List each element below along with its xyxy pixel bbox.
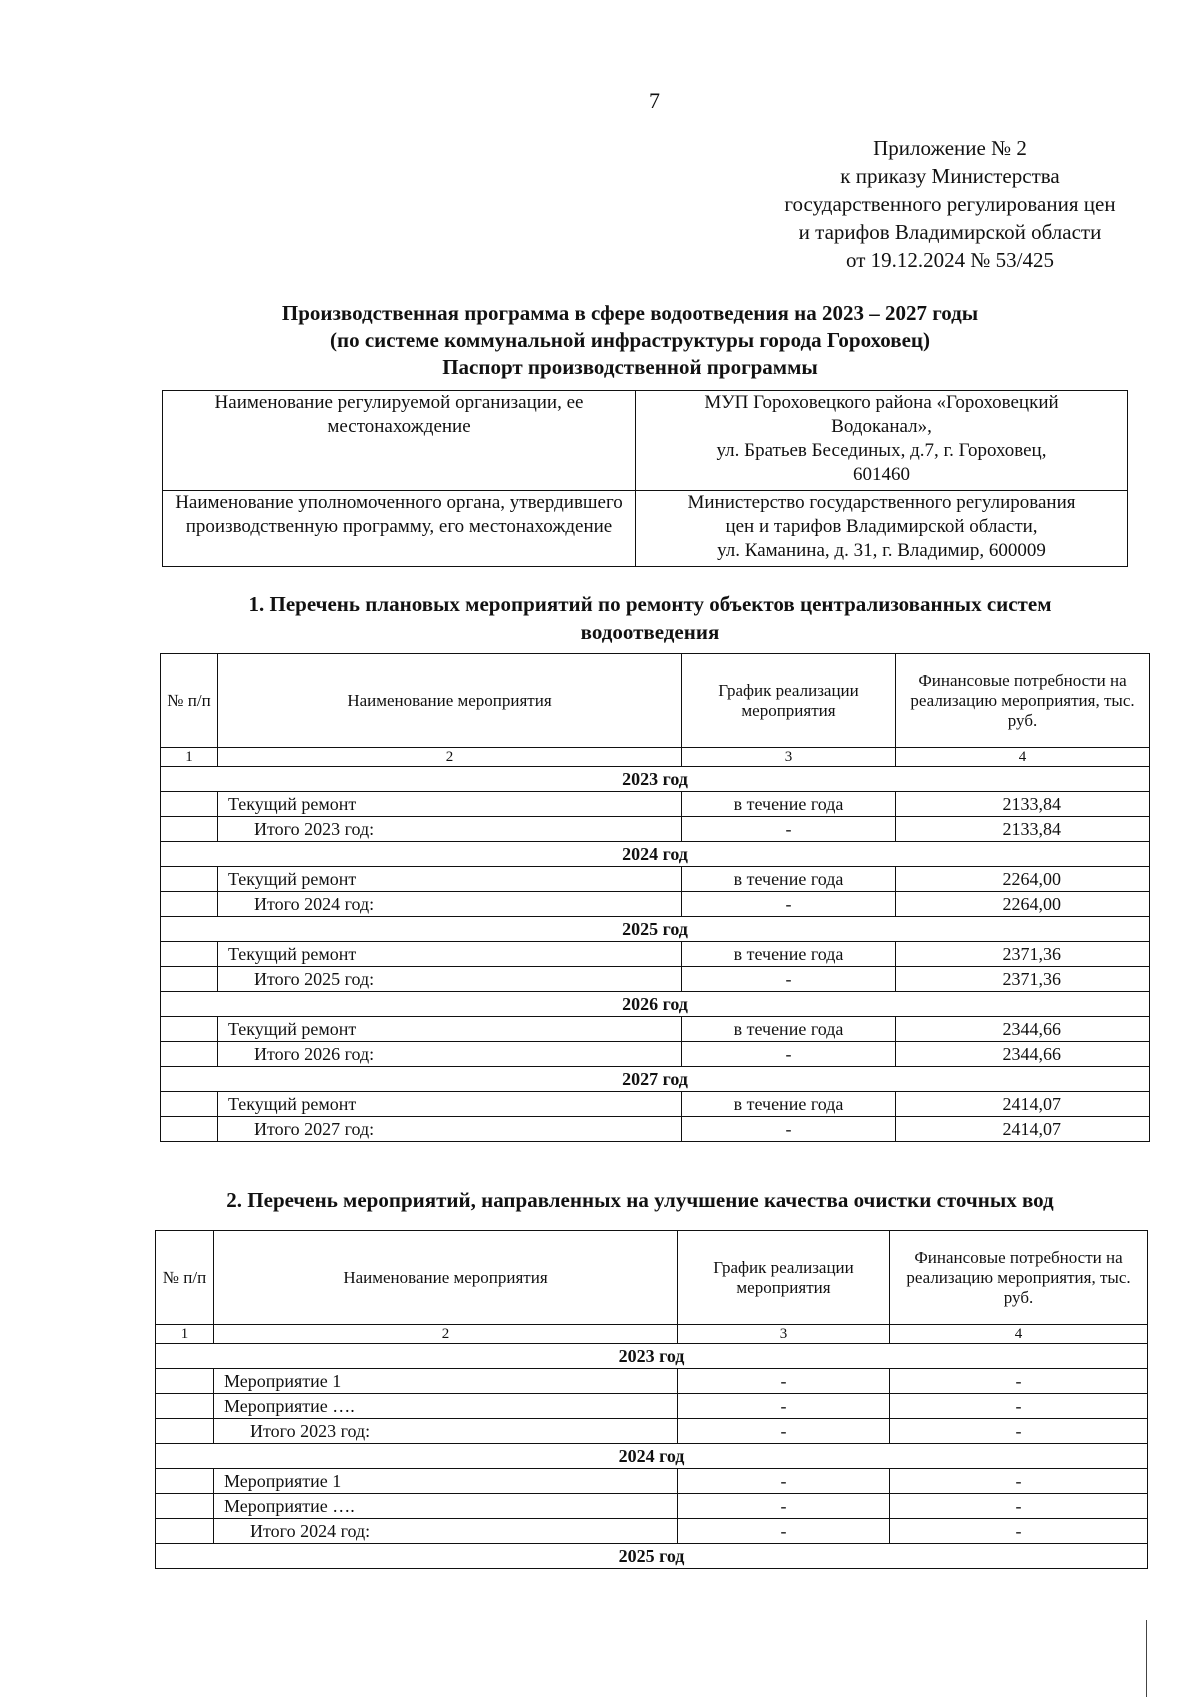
header-schedule: График реализации мероприятия	[678, 1231, 890, 1325]
appendix-header	[740, 134, 1160, 274]
treatment-quality-table	[155, 1230, 1148, 1569]
row-value: -	[890, 1419, 1148, 1444]
row-value: 2344,66	[896, 1042, 1150, 1067]
row-value: 2344,66	[896, 1017, 1150, 1042]
total-row	[161, 817, 1150, 842]
year-label: 2026 год	[161, 992, 1150, 1017]
row-schedule: -	[678, 1494, 890, 1519]
row-name: Мероприятие 1	[214, 1369, 678, 1394]
table-header-row	[156, 1231, 1148, 1325]
row-schedule: -	[678, 1394, 890, 1419]
passport-value-line: цен и тарифов Владимирской области,	[725, 516, 1038, 537]
row-name: Текущий ремонт	[218, 942, 682, 967]
passport-row	[163, 491, 1128, 567]
row-no	[156, 1369, 214, 1394]
appendix-line: от 19.12.2024 № 53/425	[845, 248, 1055, 272]
row-value: 2133,84	[896, 792, 1150, 817]
row-name: Мероприятие ….	[214, 1494, 678, 1519]
row-schedule: в течение года	[682, 942, 896, 967]
year-label: 2025 год	[161, 917, 1150, 942]
row-value: 2264,00	[896, 867, 1150, 892]
year-label: 2024 год	[156, 1444, 1148, 1469]
total-row	[161, 1117, 1150, 1142]
appendix-line: и тарифов Владимирской области	[798, 220, 1102, 244]
passport-title: Паспорт производственной программы	[442, 355, 818, 379]
title-line: Производственная программа в сфере водоотведения на 2023 – 2027 годы	[281, 301, 979, 325]
year-row	[156, 1544, 1148, 1569]
row-value: -	[890, 1469, 1148, 1494]
row-schedule: -	[678, 1469, 890, 1494]
row-no	[161, 1042, 218, 1067]
row-value: 2133,84	[896, 817, 1150, 842]
column-number: 1	[161, 748, 218, 767]
row-name: Итого 2023 год:	[218, 817, 682, 842]
appendix-line: государственного регулирования цен	[784, 192, 1116, 216]
header-name: Наименование мероприятия	[218, 654, 682, 748]
passport-row	[163, 391, 1128, 491]
row-no	[161, 867, 218, 892]
row-value: -	[890, 1494, 1148, 1519]
header-no: № п/п	[161, 654, 218, 748]
row-no	[156, 1419, 214, 1444]
table-row	[156, 1394, 1148, 1419]
passport-value-line: Министерство государственного регулирования	[687, 492, 1076, 513]
appendix-line: Приложение № 2	[873, 136, 1027, 160]
passport-value	[636, 391, 1128, 491]
row-value: 2414,07	[896, 1117, 1150, 1142]
row-schedule: -	[682, 1117, 896, 1142]
row-schedule: -	[682, 1042, 896, 1067]
passport-label: Наименование уполномоченного органа, утвердившего производственную программу, его местонахождение	[163, 491, 636, 567]
row-no	[161, 942, 218, 967]
row-no	[161, 967, 218, 992]
passport-value-line: МУП Гороховецкого района «Гороховецкий	[704, 392, 1059, 413]
passport-table	[162, 390, 1128, 567]
table-row	[161, 1017, 1150, 1042]
row-no	[161, 1092, 218, 1117]
row-name: Текущий ремонт	[218, 1017, 682, 1042]
year-label: 2025 год	[156, 1544, 1148, 1569]
year-row	[156, 1344, 1148, 1369]
column-number: 4	[890, 1325, 1148, 1344]
row-no	[156, 1494, 214, 1519]
page-edge-line	[1146, 1620, 1147, 1697]
year-label: 2023 год	[156, 1344, 1148, 1369]
passport-value-line: 601460	[853, 464, 910, 485]
row-no	[161, 1017, 218, 1042]
appendix-line: к приказу Министерства	[840, 164, 1060, 188]
row-no	[156, 1394, 214, 1419]
row-schedule: -	[678, 1369, 890, 1394]
total-row	[161, 892, 1150, 917]
table-row	[161, 867, 1150, 892]
year-row	[161, 767, 1150, 792]
row-schedule: -	[682, 892, 896, 917]
row-name: Мероприятие 1	[214, 1469, 678, 1494]
year-row	[161, 917, 1150, 942]
row-name: Итого 2025 год:	[218, 967, 682, 992]
row-value: 2371,36	[896, 967, 1150, 992]
table-row	[156, 1494, 1148, 1519]
header-finance: Финансовые потребности на реализацию мероприятия, тыс. руб.	[890, 1231, 1148, 1325]
row-name: Итого 2023 год:	[214, 1419, 678, 1444]
year-label: 2023 год	[161, 767, 1150, 792]
row-no	[161, 1117, 218, 1142]
table-row	[161, 942, 1150, 967]
row-schedule: -	[682, 967, 896, 992]
row-schedule: в течение года	[682, 792, 896, 817]
section-1-title: 1. Перечень плановых мероприятий по ремонту объектов централизованных систем водоотведения	[248, 592, 1052, 644]
passport-value	[636, 491, 1128, 567]
passport-value-line: ул. Братьев Бесединых, д.7, г. Гороховец,	[716, 440, 1047, 461]
year-label: 2024 год	[161, 842, 1150, 867]
row-name: Текущий ремонт	[218, 867, 682, 892]
row-value: 2371,36	[896, 942, 1150, 967]
table-row	[161, 1092, 1150, 1117]
column-number: 2	[218, 748, 682, 767]
column-number: 3	[678, 1325, 890, 1344]
row-name: Текущий ремонт	[218, 1092, 682, 1117]
row-value: 2414,07	[896, 1092, 1150, 1117]
section-2-title: 2. Перечень мероприятий, направленных на улучшение качества очистки сточных вод	[226, 1188, 1054, 1212]
title-line: (по системе коммунальной инфраструктуры города Гороховец)	[330, 328, 930, 352]
row-name: Мероприятие ….	[214, 1394, 678, 1419]
row-no	[156, 1469, 214, 1494]
table-header-row	[161, 654, 1150, 748]
row-schedule: -	[682, 817, 896, 842]
repair-plan-table	[160, 653, 1150, 1142]
column-number-row	[161, 748, 1150, 767]
year-row	[156, 1444, 1148, 1469]
column-number: 2	[214, 1325, 678, 1344]
total-row	[161, 1042, 1150, 1067]
column-number: 4	[896, 748, 1150, 767]
year-row	[161, 842, 1150, 867]
row-schedule: -	[678, 1519, 890, 1544]
passport-value-line: ул. Каманина, д. 31, г. Владимир, 600009	[717, 540, 1046, 561]
table-row	[161, 792, 1150, 817]
table-row	[156, 1469, 1148, 1494]
column-number-row	[156, 1325, 1148, 1344]
row-name: Итого 2026 год:	[218, 1042, 682, 1067]
year-row	[161, 1067, 1150, 1092]
row-name: Текущий ремонт	[218, 792, 682, 817]
year-row	[161, 992, 1150, 1017]
total-row	[161, 967, 1150, 992]
row-name: Итого 2024 год:	[218, 892, 682, 917]
column-number: 1	[156, 1325, 214, 1344]
total-row	[156, 1419, 1148, 1444]
row-schedule: -	[678, 1419, 890, 1444]
passport-value-line: Водоканал»,	[831, 416, 932, 437]
header-finance: Финансовые потребности на реализацию мероприятия, тыс. руб.	[896, 654, 1150, 748]
header-name: Наименование мероприятия	[214, 1231, 678, 1325]
row-value: 2264,00	[896, 892, 1150, 917]
header-schedule: График реализации мероприятия	[682, 654, 896, 748]
row-no	[161, 792, 218, 817]
row-schedule: в течение года	[682, 1092, 896, 1117]
passport-label: Наименование регулируемой организации, ее местонахождение	[163, 391, 636, 491]
row-no	[161, 817, 218, 842]
row-value: -	[890, 1394, 1148, 1419]
row-name: Итого 2027 год:	[218, 1117, 682, 1142]
header-no: № п/п	[156, 1231, 214, 1325]
row-name: Итого 2024 год:	[214, 1519, 678, 1544]
row-no	[156, 1519, 214, 1544]
row-value: -	[890, 1369, 1148, 1394]
total-row	[156, 1519, 1148, 1544]
row-schedule: в течение года	[682, 867, 896, 892]
page-number: 7	[649, 88, 660, 113]
column-number: 3	[682, 748, 896, 767]
table-row	[156, 1369, 1148, 1394]
document-title	[180, 300, 1080, 381]
year-label: 2027 год	[161, 1067, 1150, 1092]
row-schedule: в течение года	[682, 1017, 896, 1042]
row-value: -	[890, 1519, 1148, 1544]
row-no	[161, 892, 218, 917]
